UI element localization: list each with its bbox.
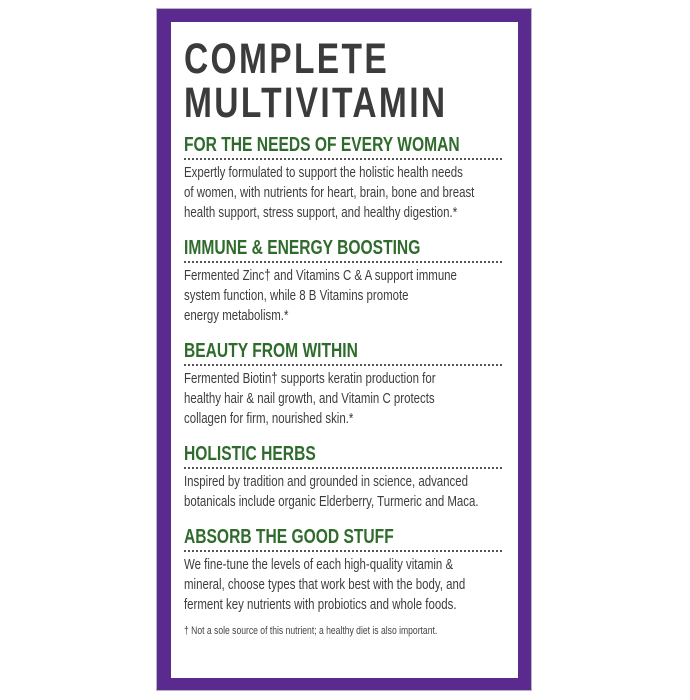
footnote: † Not a sole source of this nutrient; a healthy diet is also important. — [184, 625, 438, 637]
section-text: Inspired by tradition and grounded in science, advanced — [184, 474, 469, 490]
section-text: energy metabolism.* — [184, 308, 289, 324]
section-heading: HOLISTIC HERBS — [184, 443, 316, 465]
product-title-line-1: COMPLETE — [184, 35, 390, 83]
divider — [184, 364, 502, 366]
section-text: system function, while 8 B Vitamins promote — [184, 288, 409, 304]
section-heading: ABSORB THE GOOD STUFF — [184, 526, 394, 548]
divider — [184, 550, 502, 552]
section-text: healthy hair & nail growth, and Vitamin C protects — [184, 391, 435, 407]
divider — [184, 158, 502, 160]
section-text: ferment key nutrients with probiotics and whole foods. — [184, 597, 457, 613]
section-heading: IMMUNE & ENERGY BOOSTING — [184, 237, 421, 259]
section-text: of women, with nutrients for heart, brain, bone and breast — [184, 185, 475, 201]
divider — [184, 261, 502, 263]
section-text: Fermented Zinc† and Vitamins C & A support immune — [184, 268, 457, 284]
section-text: health support, stress support, and healthy digestion.* — [184, 205, 458, 221]
section-heading: BEAUTY FROM WITHIN — [184, 340, 358, 362]
section-text: Expertly formulated to support the holistic health needs — [184, 165, 463, 181]
section-text: We fine-tune the levels of each high-quality vitamin & — [184, 557, 454, 573]
section-text: collagen for firm, nourished skin.* — [184, 411, 354, 427]
product-title-line-2: MULTIVITAMIN — [184, 79, 448, 127]
section-text: botanicals include organic Elderberry, Turmeric and Maca. — [184, 494, 479, 510]
section-text: Fermented Biotin† supports keratin production for — [184, 371, 436, 387]
section-heading: FOR THE NEEDS OF EVERY WOMAN — [184, 134, 460, 156]
section-text: mineral, choose types that work best with the body, and — [184, 577, 466, 593]
divider — [184, 467, 502, 469]
